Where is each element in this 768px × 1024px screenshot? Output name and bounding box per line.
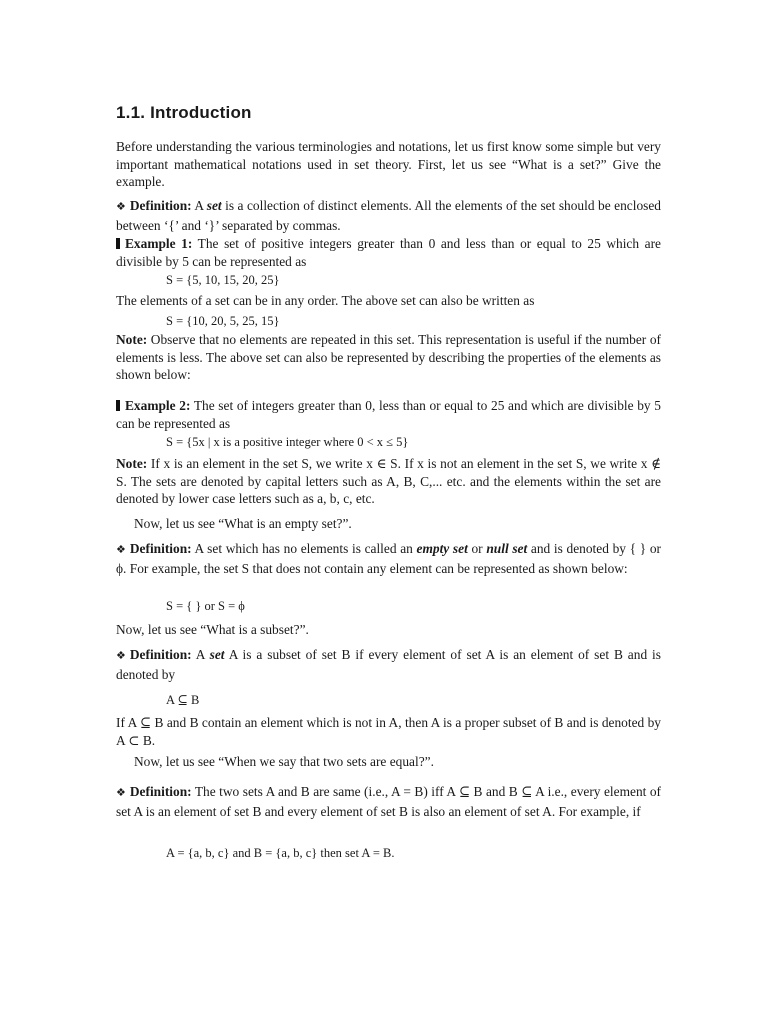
diamond-bullet-icon: ❖ [116, 201, 126, 213]
definition-term: null set [486, 541, 528, 556]
diamond-bullet-icon: ❖ [116, 544, 126, 556]
definition-term: set [209, 647, 225, 662]
proper-subset-paragraph: If A ⊆ B and B contain an element which is not in A, then A is a proper subset of B and is denoted by A ⊂ B. [116, 715, 661, 748]
empty-set-question: Now, let us see “What is an empty set?”. [134, 516, 352, 531]
example-1-formula: S = {5, 10, 15, 20, 25} [166, 273, 280, 287]
definition-term: empty set [416, 541, 468, 556]
definition-subset: ❖ Definition: A set A is a subset of set B if every element of set A is an element of set B and is denoted by [116, 647, 661, 682]
example-1: Example 1: The set of positive integers greater than 0 and less than or equal to 25 which are divisible by 5 can be represented as [116, 236, 661, 269]
definition-set: ❖ Definition: A set is a collection of distinct elements. All the elements of the set should be enclosed between ‘{’ and ‘}’ separated by commas. [116, 198, 661, 233]
definition-label: Definition: [129, 541, 192, 556]
bar-bullet-icon [116, 238, 120, 249]
example-label: Example 2: [125, 398, 191, 413]
diamond-bullet-icon: ❖ [116, 787, 126, 799]
subset-question: Now, let us see “What is a subset?”. [116, 622, 309, 637]
empty-set-formula: S = { } or S = ϕ [166, 599, 245, 613]
bar-bullet-icon [116, 400, 120, 411]
definition-term: set [206, 198, 222, 213]
note-1: Note: Observe that no elements are repeated in this set. This representation is useful if the number of elements is less. The above set can also be represented by describing the properties of the elements as shown below: [116, 332, 661, 382]
example-2-formula: S = {5x | x is a positive integer where 0 < x ≤ 5} [166, 435, 409, 449]
diamond-bullet-icon: ❖ [116, 650, 126, 662]
equal-sets-formula: A = {a, b, c} and B = {a, b, c} then set A = B. [166, 846, 395, 860]
example-2: Example 2: The set of integers greater than 0, less than or equal to 25 and which are divisible by 5 can be represented as [116, 398, 661, 431]
intro-text: Before understanding the various terminologies and notations, let us first know some simple but very important mathematical notations used in set theory. First, let us see “What is a set?” Give the example. [116, 139, 661, 189]
section-heading: 1.1. Introduction [116, 103, 252, 122]
definition-empty-set: ❖ Definition: A set which has no elements is called an empty set or null set and is denoted by { } or ϕ. For example, the set S that does not contain any element can be represented as shown below: [116, 541, 661, 576]
note-label: Note: [116, 456, 148, 471]
definition-label: Definition: [129, 647, 192, 662]
order-paragraph: The elements of a set can be in any order. The above set can also be written as [116, 293, 535, 308]
definition-equal-sets: ❖ Definition: The two sets A and B are same (i.e., A = B) iff A ⊆ B and B ⊆ A i.e., every element of set A is an element of set B and every element of set B is also an element of set A. For example, if [116, 784, 661, 819]
order-formula: S = {10, 20, 5, 25, 15} [166, 314, 280, 328]
equal-sets-question: Now, let us see “When we say that two sets are equal?”. [134, 754, 434, 769]
subset-formula: A ⊆ B [166, 693, 200, 707]
note-label: Note: [116, 332, 148, 347]
definition-label: Definition: [129, 784, 192, 799]
intro-paragraph [116, 138, 661, 191]
definition-label: Definition: [129, 198, 192, 213]
example-label: Example 1: [125, 236, 193, 251]
note-2: Note: If x is an element in the set S, we write x ∈ S. If x is not an element in the set S, we write x ∉ S. The sets are denoted by capital letters such as A, B, C,... etc. and the elements within the set are denoted by lower case letters such as a, b, c, etc. [116, 456, 661, 506]
